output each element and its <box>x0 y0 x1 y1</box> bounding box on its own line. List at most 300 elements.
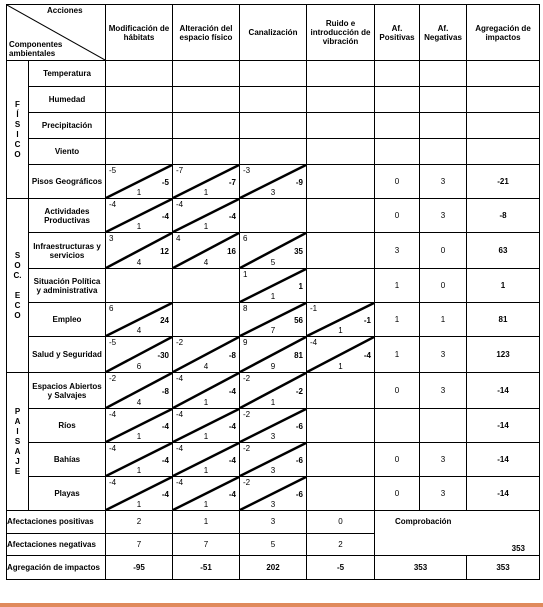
impact-cell <box>173 233 240 269</box>
negativas-total: 2 <box>307 533 375 556</box>
magnitude-value: -2 <box>109 374 117 383</box>
header-row <box>7 5 540 61</box>
impact-cell <box>240 409 307 443</box>
component-label: Temperatura <box>29 61 106 87</box>
agregacion-value <box>467 87 540 113</box>
col-header-modificacion: Modificación de hábitats <box>106 5 173 61</box>
component-label: Bahías <box>29 443 106 477</box>
impact-cell <box>307 373 375 409</box>
impact-cell-content <box>240 337 306 372</box>
agregacion-value: 1 <box>467 269 540 303</box>
impact-cell-content <box>173 409 239 442</box>
impact-cell <box>173 477 240 511</box>
magnitude-value: -2 <box>176 338 184 347</box>
impact-cell-content <box>106 233 172 268</box>
product-value: -4 <box>228 212 236 221</box>
comprobacion-label: Comprobación <box>395 517 452 526</box>
magnitude-value: -4 <box>176 444 184 453</box>
group-letter: F <box>15 99 20 109</box>
agregacion-grand-total: 353 <box>467 556 540 580</box>
agregacion-value: -14 <box>467 409 540 443</box>
agregacion-value: -14 <box>467 477 540 511</box>
importance-value: 4 <box>136 398 142 407</box>
magnitude-value: -4 <box>310 338 318 347</box>
matrix-body <box>7 5 540 580</box>
product-value: -6 <box>295 490 303 499</box>
impact-cell <box>307 199 375 233</box>
af-positivas-value: 1 <box>375 337 420 373</box>
componentes-label: Componentes ambientales <box>9 40 63 58</box>
impact-cell-content <box>240 165 306 198</box>
product-value: -4 <box>161 422 169 431</box>
impact-cell <box>240 337 307 373</box>
impact-cell-content <box>173 477 239 510</box>
product-value: -30 <box>157 351 169 360</box>
af-positivas-value <box>375 113 420 139</box>
af-negativas-value: 0 <box>420 233 467 269</box>
matrix-row <box>7 113 540 139</box>
negativas-total: 7 <box>173 533 240 556</box>
col-header-ruido: Ruido e introducción de vibración <box>307 5 375 61</box>
group-fisico <box>7 61 29 199</box>
impact-cell <box>307 87 375 113</box>
importance-value: 1 <box>203 222 209 231</box>
importance-value: 1 <box>136 188 142 197</box>
impact-cell-content <box>106 165 172 198</box>
afectaciones-negativas-label: Afectaciones negativas <box>7 533 106 556</box>
group-letter: A <box>14 446 21 456</box>
impact-cell-content <box>106 373 172 408</box>
col-header-af-negativas: Af. Negativas <box>420 5 467 61</box>
matrix-row <box>7 61 540 87</box>
impact-cell <box>173 139 240 165</box>
agregacion-value: -14 <box>467 443 540 477</box>
magnitude-value: -2 <box>243 410 251 419</box>
impact-cell-content <box>173 199 239 232</box>
magnitude-value: -4 <box>176 478 184 487</box>
magnitude-value: -4 <box>109 410 117 419</box>
impact-cell <box>106 113 173 139</box>
group-letter: C <box>14 300 21 310</box>
importance-value: 3 <box>270 188 276 197</box>
product-value: 35 <box>294 247 303 256</box>
acciones-label: Acciones <box>47 6 83 15</box>
impact-cell <box>173 269 240 303</box>
magnitude-value: -5 <box>109 166 117 175</box>
af-negativas-value: 3 <box>420 337 467 373</box>
importance-value: 1 <box>270 398 276 407</box>
magnitude-value: -4 <box>109 478 117 487</box>
group-letter: O <box>14 149 21 159</box>
agregacion-value: 81 <box>467 303 540 337</box>
impact-cell <box>173 87 240 113</box>
impact-cell <box>240 443 307 477</box>
impact-matrix <box>6 4 540 580</box>
af-negativas-value: 1 <box>420 303 467 337</box>
impact-cell <box>173 61 240 87</box>
group-letter: E <box>14 290 21 300</box>
impact-cell-content <box>240 233 306 268</box>
magnitude-value: 6 <box>109 304 114 313</box>
importance-value: 9 <box>270 362 276 371</box>
af-positivas-value <box>375 61 420 87</box>
group-letter: J <box>15 456 20 466</box>
matrix-row <box>7 303 540 337</box>
impact-cell-content <box>173 443 239 476</box>
impact-cell <box>240 233 307 269</box>
impact-cell <box>173 303 240 337</box>
positivas-total: 0 <box>307 511 375 534</box>
af-negativas-value: 3 <box>420 477 467 511</box>
matrix-row <box>7 269 540 303</box>
product-value: -4 <box>161 490 169 499</box>
impact-cell <box>173 199 240 233</box>
magnitude-value: -4 <box>176 200 184 209</box>
product-value: -2 <box>295 387 303 396</box>
af-negativas-value <box>420 87 467 113</box>
positivas-total: 3 <box>240 511 307 534</box>
agregacion-value <box>467 139 540 165</box>
af-positivas-value <box>375 409 420 443</box>
impact-cell <box>307 61 375 87</box>
impact-cell <box>240 165 307 199</box>
magnitude-value: -1 <box>310 304 318 313</box>
magnitude-value: -4 <box>176 374 184 383</box>
agregacion-comprobacion: 353 <box>375 556 467 580</box>
component-label: Viento <box>29 139 106 165</box>
af-negativas-value: 3 <box>420 165 467 199</box>
matrix-row <box>7 337 540 373</box>
component-label: Ríos <box>29 409 106 443</box>
product-value: -9 <box>295 178 303 187</box>
group-letter: E <box>14 466 21 476</box>
importance-value: 7 <box>270 326 276 335</box>
magnitude-value: -4 <box>109 444 117 453</box>
group-letters <box>7 407 28 477</box>
impact-cell-content <box>106 409 172 442</box>
magnitude-value: -4 <box>109 200 117 209</box>
impact-cell <box>106 303 173 337</box>
impact-cell-content <box>240 269 306 302</box>
agregacion-value: -8 <box>467 199 540 233</box>
agregacion-value: -14 <box>467 373 540 409</box>
group-letter: I <box>16 426 19 436</box>
impact-cell <box>240 113 307 139</box>
impact-cell <box>307 337 375 373</box>
component-label: Empleo <box>29 303 106 337</box>
component-label: Precipitación <box>29 113 106 139</box>
component-label: Situación Política y administrativa <box>29 269 106 303</box>
impact-cell-content <box>173 373 239 408</box>
group-letter: C <box>14 139 21 149</box>
impact-cell-content <box>240 477 306 510</box>
importance-value: 1 <box>203 398 209 407</box>
importance-value: 1 <box>338 362 343 371</box>
impact-cell <box>307 139 375 165</box>
matrix-row <box>7 409 540 443</box>
magnitude-value: -2 <box>243 478 251 487</box>
component-label: Actividades Productivas <box>29 199 106 233</box>
af-positivas-value: 0 <box>375 373 420 409</box>
impact-cell <box>307 443 375 477</box>
product-value: -4 <box>228 387 236 396</box>
impact-cell <box>307 165 375 199</box>
afectaciones-positivas-label: Afectaciones positivas <box>7 511 106 534</box>
impact-cell <box>173 443 240 477</box>
product-value: -4 <box>228 456 236 465</box>
impact-cell-content <box>106 337 172 372</box>
af-negativas-value: 3 <box>420 443 467 477</box>
impact-cell-content <box>240 409 306 442</box>
impact-cell <box>173 337 240 373</box>
importance-value: 1 <box>136 466 142 475</box>
negativas-total: 7 <box>106 533 173 556</box>
group-letter: I <box>16 129 19 139</box>
af-negativas-value <box>420 61 467 87</box>
group-letters <box>7 100 28 160</box>
positivas-total: 2 <box>106 511 173 534</box>
af-negativas-value: 3 <box>420 199 467 233</box>
impact-cell-content <box>173 337 239 372</box>
group-paisaje <box>7 373 29 511</box>
group-letter: C. <box>13 270 22 280</box>
impact-cell <box>240 199 307 233</box>
impact-cell <box>307 477 375 511</box>
positivas-total: 1 <box>173 511 240 534</box>
impact-cell <box>106 337 173 373</box>
importance-value: 1 <box>203 432 209 441</box>
importance-value: 3 <box>270 466 276 475</box>
matrix-row <box>7 373 540 409</box>
product-value: -4 <box>161 212 169 221</box>
magnitude-value: 6 <box>243 234 248 243</box>
component-label: Pisos Geográficos <box>29 165 106 199</box>
component-label: Humedad <box>29 87 106 113</box>
agregacion-total: -95 <box>106 556 173 580</box>
impact-cell <box>240 303 307 337</box>
impact-cell <box>106 233 173 269</box>
magnitude-value: 4 <box>176 234 181 243</box>
agregacion-value <box>467 113 540 139</box>
component-label: Espacios Abiertos y Salvajes <box>29 373 106 409</box>
matrix-row <box>7 233 540 269</box>
importance-value: 1 <box>338 326 343 335</box>
matrix-row <box>7 199 540 233</box>
magnitude-value: -7 <box>176 166 184 175</box>
magnitude-value: 8 <box>243 304 248 313</box>
impact-cell <box>106 443 173 477</box>
agregacion-total: 202 <box>240 556 307 580</box>
product-value: 16 <box>227 247 236 256</box>
impact-cell-content <box>106 199 172 232</box>
impact-cell <box>307 233 375 269</box>
importance-value: 4 <box>203 362 209 371</box>
impact-cell-content <box>307 337 374 372</box>
af-positivas-value: 0 <box>375 199 420 233</box>
group-socio-economico <box>7 199 29 373</box>
af-positivas-value: 0 <box>375 477 420 511</box>
group-letter: S <box>14 250 21 260</box>
impact-cell-content <box>173 233 239 268</box>
product-value: -7 <box>228 178 236 187</box>
impact-cell <box>106 269 173 303</box>
comprobacion-block <box>375 511 539 555</box>
product-value: -4 <box>228 422 236 431</box>
impact-cell <box>106 165 173 199</box>
af-positivas-value: 1 <box>375 269 420 303</box>
importance-value: 1 <box>203 188 209 197</box>
impact-cell <box>240 269 307 303</box>
importance-value: 4 <box>136 258 142 267</box>
impact-cell-content <box>240 443 306 476</box>
matrix-row <box>7 87 540 113</box>
product-value: -4 <box>228 490 236 499</box>
af-negativas-value <box>420 409 467 443</box>
comprobacion-cell <box>375 511 540 556</box>
matrix-row <box>7 139 540 165</box>
af-negativas-value <box>420 113 467 139</box>
magnitude-value: -4 <box>176 410 184 419</box>
col-header-agregacion: Agregación de impactos <box>467 5 540 61</box>
impact-cell <box>173 409 240 443</box>
magnitude-value: 9 <box>243 338 248 347</box>
impact-cell <box>106 139 173 165</box>
importance-value: 5 <box>270 258 276 267</box>
af-positivas-value <box>375 87 420 113</box>
impact-cell-content <box>173 165 239 198</box>
impact-cell <box>307 113 375 139</box>
matrix-row <box>7 165 540 199</box>
af-positivas-value: 3 <box>375 233 420 269</box>
impact-cell <box>307 269 375 303</box>
impact-cell <box>106 409 173 443</box>
matrix-row <box>7 477 540 511</box>
product-value: -8 <box>161 387 169 396</box>
importance-value: 1 <box>136 222 142 231</box>
impact-cell <box>240 87 307 113</box>
impact-cell-content <box>106 443 172 476</box>
af-negativas-value: 3 <box>420 373 467 409</box>
impact-cell <box>307 409 375 443</box>
magnitude-value: 1 <box>243 270 248 279</box>
impact-cell-content <box>240 373 306 408</box>
bottom-accent-bar <box>0 603 543 607</box>
impact-cell <box>240 477 307 511</box>
importance-value: 1 <box>203 466 209 475</box>
group-letter: S <box>14 119 21 129</box>
magnitude-value: 3 <box>109 234 114 243</box>
agregacion-value: 123 <box>467 337 540 373</box>
product-value: 1 <box>298 282 303 291</box>
af-positivas-value <box>375 139 420 165</box>
af-positivas-value: 0 <box>375 165 420 199</box>
impact-cell <box>106 477 173 511</box>
magnitude-value: -5 <box>109 338 117 347</box>
product-value: -6 <box>295 422 303 431</box>
af-negativas-value <box>420 139 467 165</box>
agregacion-value: 63 <box>467 233 540 269</box>
impact-cell <box>106 87 173 113</box>
component-label: Salud y Seguridad <box>29 337 106 373</box>
agregacion-value: -21 <box>467 165 540 199</box>
product-value: -5 <box>161 178 169 187</box>
col-header-canalizacion: Canalización <box>240 5 307 61</box>
product-value: 81 <box>294 351 303 360</box>
importance-value: 1 <box>270 292 276 301</box>
agregacion-impactos-label: Agregación de impactos <box>7 556 106 580</box>
importance-value: 3 <box>270 500 276 509</box>
product-value: -6 <box>295 456 303 465</box>
component-label: Infraestructuras y servicios <box>29 233 106 269</box>
impact-cell <box>240 139 307 165</box>
component-label: Playas <box>29 477 106 511</box>
product-value: -4 <box>161 456 169 465</box>
impact-cell <box>173 113 240 139</box>
af-negativas-value: 0 <box>420 269 467 303</box>
matrix-row <box>7 443 540 477</box>
impact-cell <box>173 373 240 409</box>
af-positivas-value: 0 <box>375 443 420 477</box>
importance-value: 1 <box>136 432 142 441</box>
impact-cell <box>173 165 240 199</box>
impact-cell <box>240 373 307 409</box>
importance-value: 3 <box>270 432 276 441</box>
product-value: 24 <box>160 316 169 325</box>
impact-cell-content <box>240 303 306 336</box>
product-value: 12 <box>160 247 169 256</box>
impact-cell <box>106 61 173 87</box>
magnitude-value: -3 <box>243 166 251 175</box>
product-value: 56 <box>294 316 303 325</box>
af-positivas-value: 1 <box>375 303 420 337</box>
product-value: -8 <box>228 351 236 360</box>
impact-cell <box>307 303 375 337</box>
group-letter: S <box>14 436 21 446</box>
impact-cell <box>106 199 173 233</box>
importance-value: 1 <box>203 500 209 509</box>
group-letter: P <box>14 406 21 416</box>
product-value: -1 <box>363 316 371 325</box>
impact-cell-content <box>106 303 172 336</box>
magnitude-value: -2 <box>243 374 251 383</box>
col-header-af-positivas: Af. Positivas <box>375 5 420 61</box>
magnitude-value: -2 <box>243 444 251 453</box>
group-letters <box>7 251 28 321</box>
group-letter: O <box>14 310 21 320</box>
importance-value: 4 <box>203 258 209 267</box>
col-header-alteracion: Alteración del espacio físico <box>173 5 240 61</box>
importance-value: 1 <box>136 500 142 509</box>
impact-cell-content <box>106 477 172 510</box>
impact-cell <box>106 373 173 409</box>
impact-cell-content <box>307 303 374 336</box>
product-value: -4 <box>363 351 371 360</box>
agregacion-total: -51 <box>173 556 240 580</box>
importance-value: 6 <box>136 362 142 371</box>
agregacion-value <box>467 61 540 87</box>
group-letter: Í <box>16 109 19 119</box>
agregacion-total: -5 <box>307 556 375 580</box>
corner-cell <box>7 5 106 61</box>
comprobacion-negativas-total: 353 <box>511 544 525 553</box>
negativas-total: 5 <box>240 533 307 556</box>
group-letter: A <box>14 416 21 426</box>
impact-cell <box>240 61 307 87</box>
importance-value: 4 <box>136 326 142 335</box>
footer-row-agregacion <box>7 556 540 580</box>
footer-row-positivas <box>7 511 540 534</box>
group-letter: O <box>14 260 21 270</box>
